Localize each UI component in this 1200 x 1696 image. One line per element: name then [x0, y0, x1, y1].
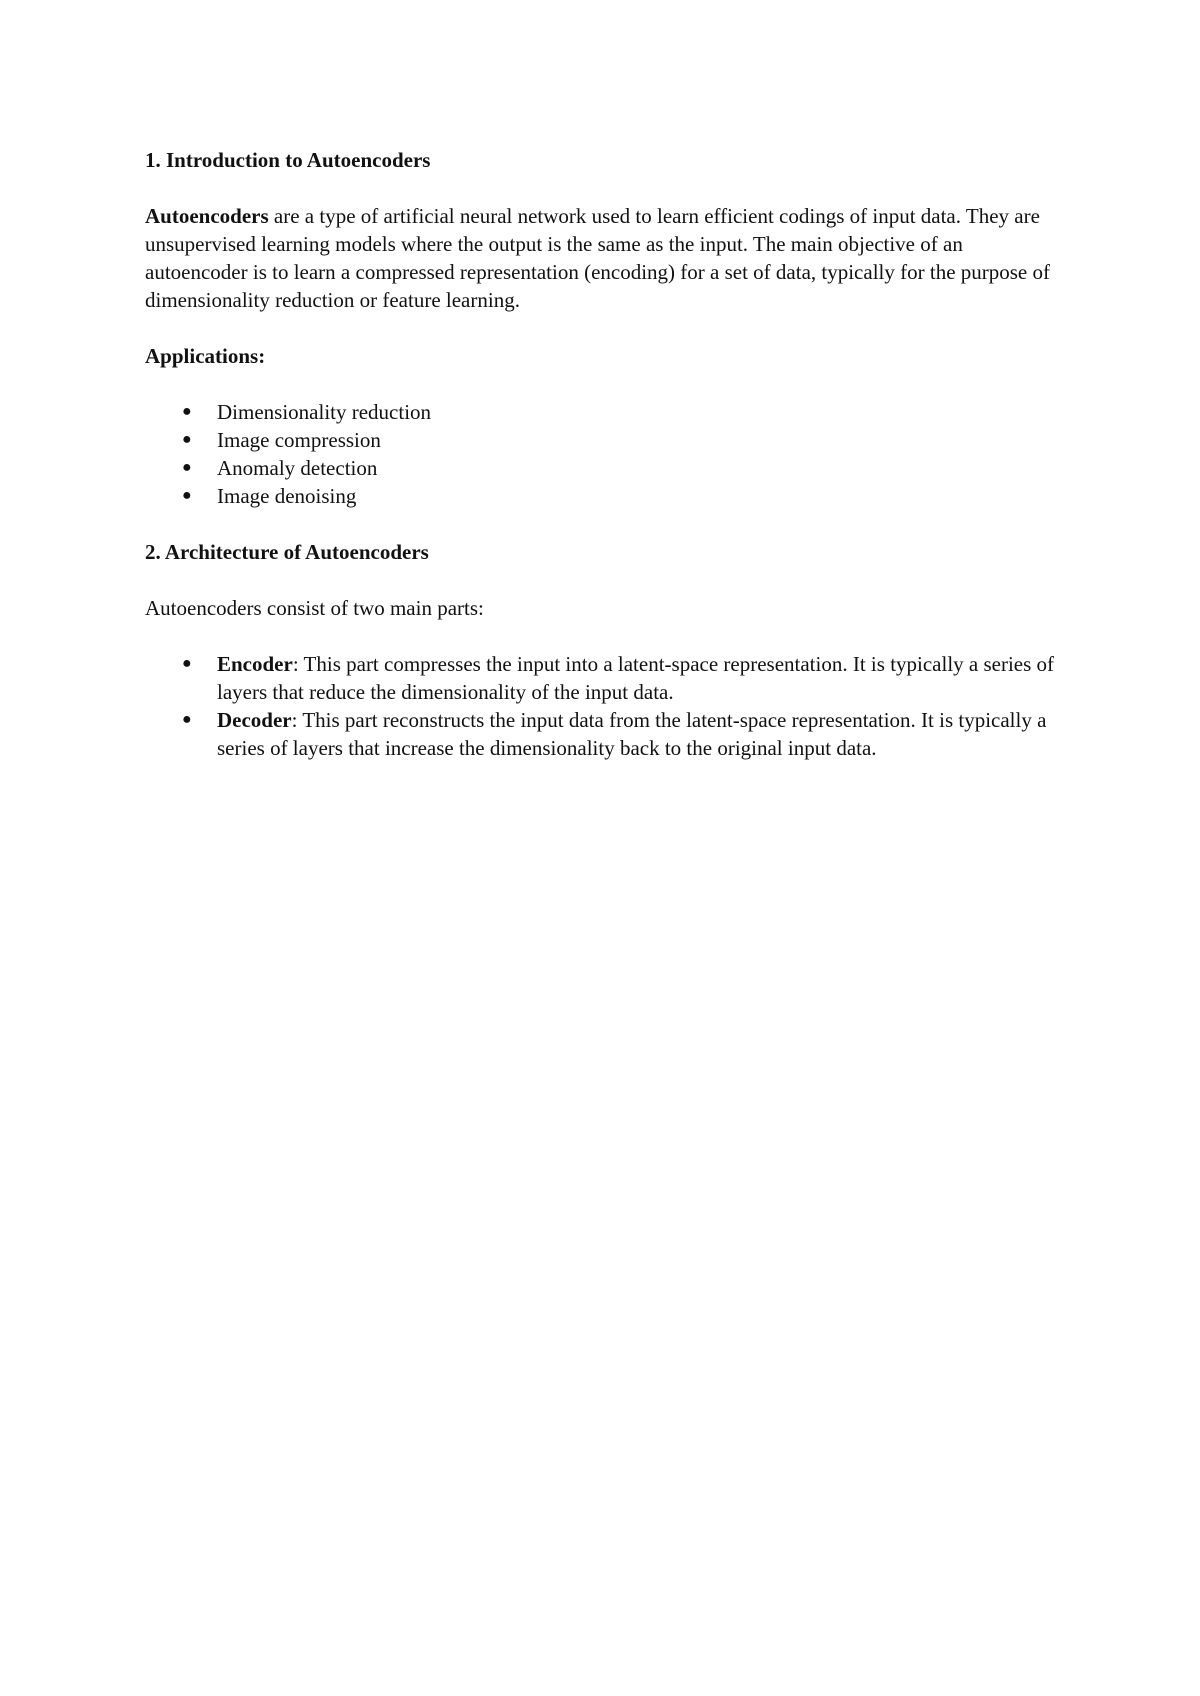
part-name: Encoder	[217, 652, 293, 676]
list-item	[182, 650, 1067, 706]
bullet-icon: ●	[182, 711, 192, 728]
part-description: : This part reconstructs the input data from the latent-space representation. It is typically a series of layers that increase the dimensionality back to the original input data.	[217, 708, 1047, 760]
architecture-intro: Autoencoders consist of two main parts:	[145, 596, 484, 620]
list-item	[182, 706, 1067, 762]
part-name: Decoder	[217, 708, 292, 732]
bullet-icon: ●	[182, 459, 192, 476]
intro-paragraph	[145, 202, 1067, 314]
bullet-icon: ●	[182, 655, 192, 672]
section-1-heading: 1. Introduction to Autoencoders	[145, 148, 431, 172]
list-item	[182, 398, 1067, 426]
intro-text: are a type of artificial neural network used to learn efficient codings of input data. They are unsupervised learning models where the output is the same as the input. The main objective of an autoencoder is to learn a compressed representation (encoding) for a set of data, typically for the purpose of dimensionality reduction or feature learning.	[145, 204, 1050, 312]
applications-heading: Applications:	[145, 344, 266, 368]
bullet-icon: ●	[182, 403, 192, 420]
architecture-parts-list	[145, 650, 1067, 762]
applications-list	[145, 398, 1067, 510]
section-2-heading: 2. Architecture of Autoencoders	[145, 540, 429, 564]
list-item-text: Anomaly detection	[217, 456, 378, 480]
list-item	[182, 454, 1067, 482]
intro-bold-term: Autoencoders	[145, 204, 269, 228]
list-item-text: Image compression	[217, 428, 381, 452]
part-description: : This part compresses the input into a latent-space representation. It is typically a series of layers that reduce the dimensionality of the input data.	[217, 652, 1055, 704]
list-item-text: Dimensionality reduction	[217, 400, 432, 424]
list-item-text: Image denoising	[217, 484, 357, 508]
document-content	[145, 146, 1067, 762]
bullet-icon: ●	[182, 431, 192, 448]
list-item	[182, 482, 1067, 510]
list-item	[182, 426, 1067, 454]
bullet-icon: ●	[182, 487, 192, 504]
